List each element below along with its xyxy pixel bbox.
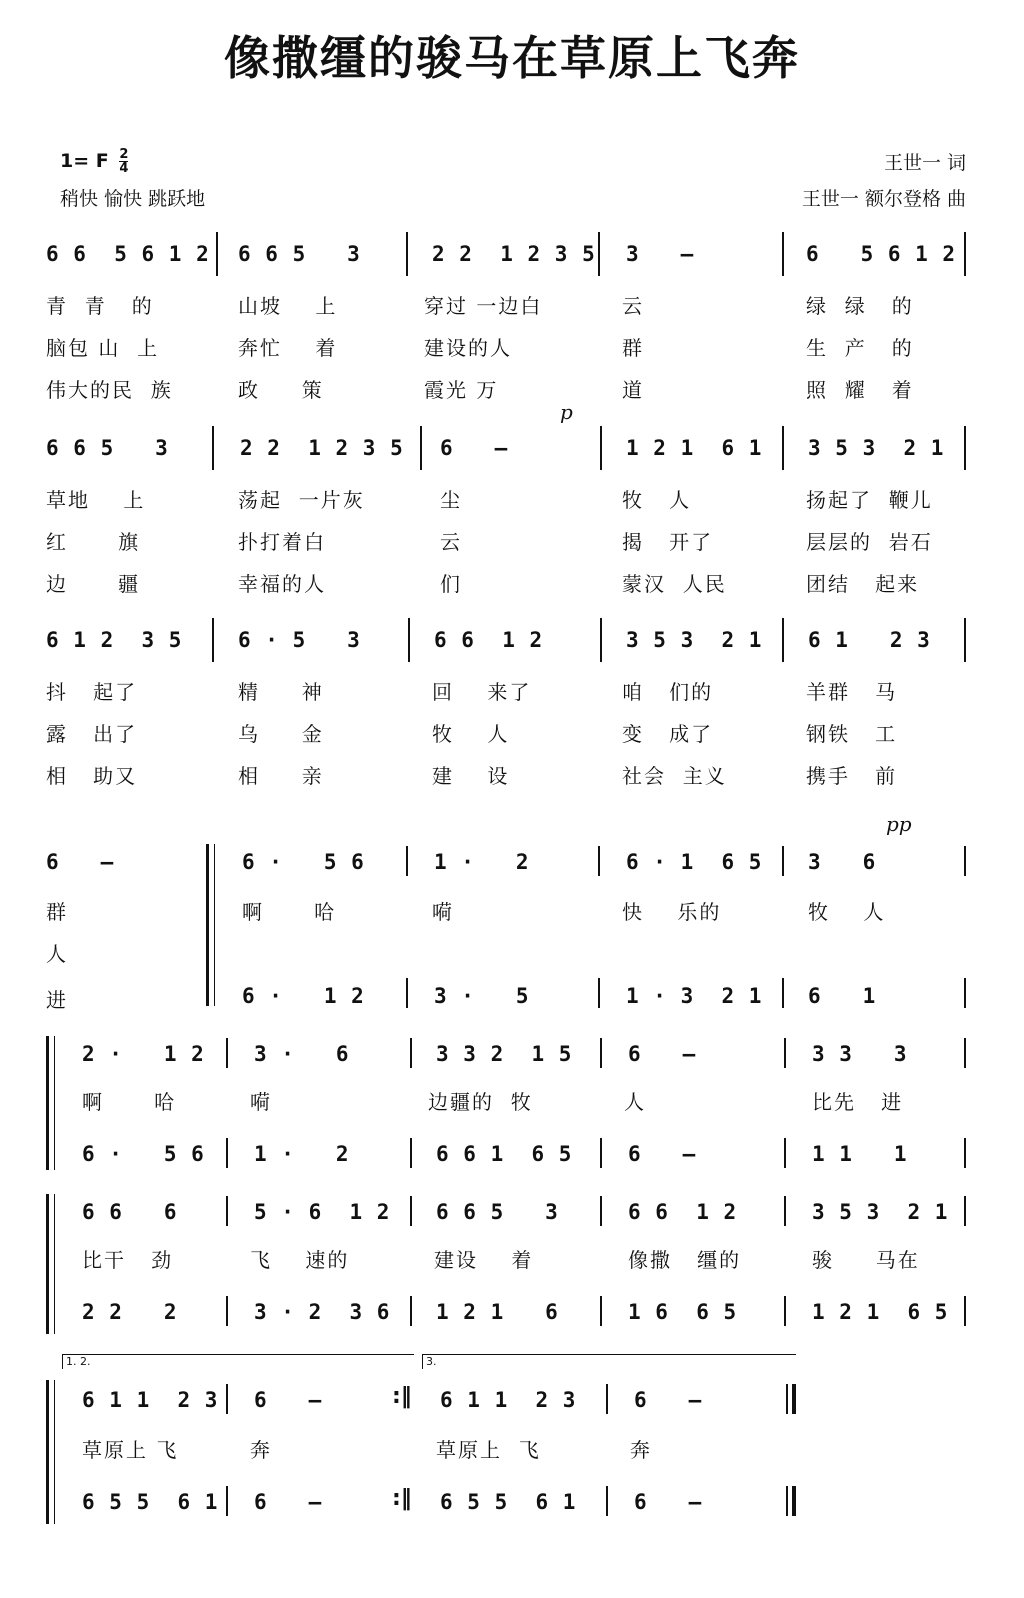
lyricist-credit: 王世一 词 bbox=[883, 152, 966, 174]
upper-notes: 3 · 6 bbox=[254, 1042, 350, 1066]
upper-lyric: 牧 人 bbox=[808, 900, 886, 924]
lyric-verse3-m1: 边 疆 bbox=[46, 572, 141, 596]
barline bbox=[600, 1138, 602, 1168]
measure-notes: 1 2 1 6 1 bbox=[626, 436, 763, 460]
lyric-verse1-m4: 牧 人 bbox=[622, 488, 692, 512]
upper-lyric: 快 乐的 bbox=[622, 900, 722, 924]
upper-lyric: 啊 哈 bbox=[242, 900, 337, 924]
barline bbox=[226, 1384, 228, 1414]
lyric-verse1-m5: 扬起了 鞭儿 bbox=[806, 488, 933, 512]
lyric-verse2-m5: 生 产 的 bbox=[806, 336, 914, 360]
song-title: 像撒缰的骏马在草原上飞奔 bbox=[224, 31, 800, 85]
lower-notes: 1 1 1 bbox=[812, 1142, 908, 1166]
barline bbox=[964, 978, 966, 1008]
lower-notes: 1 2 1 6 5 bbox=[812, 1300, 949, 1324]
lyric-verse3-m5: 照 耀 着 bbox=[806, 378, 914, 402]
barline bbox=[964, 1038, 966, 1068]
lyric-verse3-m1: 相 助又 bbox=[46, 764, 138, 788]
barline bbox=[212, 618, 214, 662]
ending-1-2: 1. 2. bbox=[62, 1354, 414, 1369]
lower-notes: 3 · 2 3 6 bbox=[254, 1300, 391, 1324]
lyric-verse1-m3: 穿过 一边白 bbox=[424, 294, 543, 318]
measure-notes: 2 2 1 2 3 5 bbox=[432, 242, 596, 266]
barline bbox=[420, 426, 422, 470]
barline bbox=[226, 1296, 228, 1326]
barline bbox=[782, 846, 784, 876]
lyric-verse1-m2: 荡起 一片灰 bbox=[238, 488, 365, 512]
lower-notes: 2 2 2 bbox=[82, 1300, 178, 1324]
lyric-verse1-m3: 尘 bbox=[440, 488, 462, 512]
lyric-verse2-m2: 乌 金 bbox=[238, 722, 324, 746]
part-brace-line bbox=[54, 1194, 55, 1334]
upper-notes: 6 · 1 6 5 bbox=[626, 850, 763, 874]
measure-notes: 3 – bbox=[626, 242, 695, 266]
lyric-verse3-m2: 幸福的人 bbox=[238, 572, 326, 596]
upper-lyric: 奔 bbox=[630, 1438, 652, 1462]
upper-lyric: 嗬 bbox=[432, 900, 454, 924]
notes-row bbox=[46, 232, 988, 276]
barline bbox=[784, 1296, 786, 1326]
upper-notes: 6 1 1 2 3 bbox=[440, 1388, 577, 1412]
barline bbox=[964, 1138, 966, 1168]
lower-notes: 1 2 1 6 bbox=[436, 1300, 559, 1324]
barline bbox=[226, 1486, 228, 1516]
barline bbox=[784, 1038, 786, 1068]
lower-notes: 6 · 5 6 bbox=[82, 1142, 205, 1166]
lyric-verse2-m4: 揭 开了 bbox=[622, 530, 714, 554]
lyric-verse3-m4: 蒙汉 人民 bbox=[622, 572, 727, 596]
key-signature bbox=[60, 148, 128, 175]
lyric-verse2-m4: 变 成了 bbox=[622, 722, 714, 746]
lyric-verse2-m1: 红 旗 bbox=[46, 530, 141, 554]
upper-lyric: 骏 马在 bbox=[812, 1248, 920, 1272]
upper-lyric: 啊 哈 bbox=[82, 1090, 177, 1114]
upper-lyric: 像撒 缰的 bbox=[628, 1248, 742, 1272]
lyric-verse3-m5: 携手 前 bbox=[806, 764, 898, 788]
barline bbox=[964, 1296, 966, 1326]
lyric-verse2-m4: 群 bbox=[622, 336, 644, 360]
lower-notes: 6 1 bbox=[808, 984, 877, 1008]
barline bbox=[964, 618, 966, 662]
lead-lyric-3: 进 bbox=[46, 988, 68, 1012]
lyric-verse2-m1: 脑包 山 上 bbox=[46, 336, 160, 360]
lyric-verse2-m3: 云 bbox=[440, 530, 462, 554]
lower-notes: 1 6 6 5 bbox=[628, 1300, 738, 1324]
barline bbox=[410, 1138, 412, 1168]
dynamic-p: p bbox=[560, 400, 573, 424]
measure-notes: 6 5 6 1 2 bbox=[806, 242, 957, 266]
composer-credit: 王世一 额尔登格 曲 bbox=[801, 188, 966, 210]
barline bbox=[606, 1486, 608, 1516]
time-top: 2 bbox=[119, 147, 129, 162]
barline bbox=[784, 1196, 786, 1226]
lower-notes: 3 · 5 bbox=[434, 984, 530, 1008]
lyric-verse3-m3: 们 bbox=[440, 572, 462, 596]
measure-notes: 2 2 1 2 3 5 bbox=[240, 436, 404, 460]
barline bbox=[782, 618, 784, 662]
lyric-verse2-m5: 钢铁 工 bbox=[806, 722, 898, 746]
upper-notes: 6 6 5 3 bbox=[436, 1200, 559, 1224]
upper-lyric: 比干 劲 bbox=[82, 1248, 174, 1272]
measure-notes: 6 1 2 3 bbox=[808, 628, 931, 652]
barline bbox=[782, 978, 784, 1008]
lower-notes: 6 – bbox=[628, 1142, 697, 1166]
upper-notes: 3 3 3 bbox=[812, 1042, 908, 1066]
barline bbox=[782, 232, 784, 276]
upper-notes: 6 – bbox=[628, 1042, 697, 1066]
barline bbox=[216, 232, 218, 276]
barline bbox=[406, 232, 408, 276]
lyric-verse2-m1: 露 出了 bbox=[46, 722, 138, 746]
barline bbox=[212, 426, 214, 470]
lyric-verse1-m1: 草地 上 bbox=[46, 488, 146, 512]
barline bbox=[964, 426, 966, 470]
lyric-verse3-m2: 相 亲 bbox=[238, 764, 324, 788]
lyric-verse1-m2: 精 神 bbox=[238, 680, 324, 704]
barline bbox=[600, 1296, 602, 1326]
lyric-verse1-m4: 咱 们的 bbox=[622, 680, 714, 704]
repeat-sign: :‖ bbox=[392, 1384, 412, 1409]
upper-notes: 6 6 6 bbox=[82, 1200, 178, 1224]
upper-notes: 6 1 1 2 3 bbox=[82, 1388, 219, 1412]
upper-notes: 6 6 1 2 bbox=[628, 1200, 738, 1224]
upper-lyric: 建设 着 bbox=[434, 1248, 534, 1272]
lyric-verse3-m5: 团结 起来 bbox=[806, 572, 920, 596]
upper-lyric: 草原上 飞 bbox=[82, 1438, 179, 1462]
barline bbox=[598, 978, 600, 1008]
lyric-verse1-m5: 羊群 马 bbox=[806, 680, 898, 704]
barline bbox=[600, 1196, 602, 1226]
final-barline bbox=[786, 1486, 788, 1516]
barline bbox=[964, 846, 966, 876]
final-barline-thick bbox=[792, 1384, 796, 1414]
lyric-verse3-m3: 霞光 万 bbox=[424, 378, 499, 402]
lead-lyric-2: 人 bbox=[46, 942, 68, 966]
lyric-verse3-m3: 建 设 bbox=[432, 764, 510, 788]
barline bbox=[410, 1196, 412, 1226]
lower-notes: 6 – bbox=[254, 1490, 323, 1514]
lyric-verse3-m4: 社会 主义 bbox=[622, 764, 727, 788]
upper-lyric: 飞 速的 bbox=[250, 1248, 350, 1272]
barline bbox=[964, 232, 966, 276]
time-signature bbox=[119, 148, 128, 175]
upper-lyric: 边疆的 牧 bbox=[428, 1090, 533, 1114]
barline bbox=[964, 1196, 966, 1226]
barline bbox=[226, 1196, 228, 1226]
lead-lyric-1: 群 bbox=[46, 900, 68, 924]
notes-row bbox=[46, 426, 988, 470]
measure-notes: 3 5 3 2 1 bbox=[808, 436, 945, 460]
lyric-verse1-m2: 山坡 上 bbox=[238, 294, 338, 318]
part-brace bbox=[46, 1380, 49, 1524]
lower-notes: 6 5 5 6 1 bbox=[82, 1490, 219, 1514]
upper-notes: 6 – bbox=[254, 1388, 323, 1412]
tempo-marking: 稍快 愉快 跳跃地 bbox=[60, 188, 206, 210]
lyric-verse2-m2: 奔忙 着 bbox=[238, 336, 338, 360]
lower-notes: 1 · 3 2 1 bbox=[626, 984, 763, 1008]
lower-notes: 6 5 5 6 1 bbox=[440, 1490, 577, 1514]
measure-notes: 6 · 5 3 bbox=[238, 628, 361, 652]
barline bbox=[406, 846, 408, 876]
lower-notes: 6 – bbox=[634, 1490, 703, 1514]
part-brace bbox=[46, 1194, 49, 1334]
lyric-verse2-m5: 层层的 岩石 bbox=[806, 530, 933, 554]
lyric-verse1-m4: 云 bbox=[622, 294, 644, 318]
lower-notes: 6 6 1 6 5 bbox=[436, 1142, 573, 1166]
upper-notes: 6 · 5 6 bbox=[242, 850, 365, 874]
part-brace-line bbox=[54, 1380, 55, 1524]
time-bottom: 4 bbox=[119, 161, 129, 176]
barline bbox=[784, 1138, 786, 1168]
barline bbox=[226, 1138, 228, 1168]
part-brace-line bbox=[54, 1036, 55, 1170]
final-barline bbox=[786, 1384, 788, 1414]
upper-lyric: 比先 进 bbox=[812, 1090, 904, 1114]
part-brace bbox=[46, 1036, 49, 1170]
lyric-verse1-m5: 绿 绿 的 bbox=[806, 294, 914, 318]
barline bbox=[600, 1038, 602, 1068]
upper-notes: 1 · 2 bbox=[434, 850, 530, 874]
measure-notes: 6 1 2 3 5 bbox=[46, 628, 183, 652]
upper-notes: 6 – bbox=[634, 1388, 703, 1412]
measure-notes: 6 6 5 6 1 2 bbox=[46, 242, 210, 266]
part-brace bbox=[206, 844, 209, 1006]
upper-notes: 3 3 2 1 5 bbox=[436, 1042, 573, 1066]
upper-lyric: 人 bbox=[624, 1090, 646, 1114]
upper-notes: 5 · 6 1 2 bbox=[254, 1200, 391, 1224]
upper-notes: 2 · 1 2 bbox=[82, 1042, 205, 1066]
lower-notes: 6 · 1 2 bbox=[242, 984, 365, 1008]
upper-lyric: 奔 bbox=[250, 1438, 272, 1462]
lead-notes: 6 – bbox=[46, 850, 115, 874]
barline bbox=[600, 426, 602, 470]
lyric-verse3-m1: 伟大的民 族 bbox=[46, 378, 173, 402]
upper-notes: 3 6 bbox=[808, 850, 877, 874]
part-brace-line bbox=[214, 844, 215, 1006]
lyric-verse1-m1: 抖 起了 bbox=[46, 680, 138, 704]
lyric-verse2-m3: 建设的人 bbox=[424, 336, 512, 360]
barline bbox=[598, 232, 600, 276]
barline bbox=[410, 1038, 412, 1068]
lyric-verse1-m3: 回 来了 bbox=[432, 680, 532, 704]
barline bbox=[598, 846, 600, 876]
lyric-verse2-m2: 扑打着白 bbox=[238, 530, 326, 554]
lyric-verse2-m3: 牧 人 bbox=[432, 722, 510, 746]
measure-notes: 6 6 5 3 bbox=[46, 436, 169, 460]
barline bbox=[606, 1384, 608, 1414]
lower-notes: 1 · 2 bbox=[254, 1142, 350, 1166]
barline bbox=[410, 1296, 412, 1326]
barline bbox=[226, 1038, 228, 1068]
measure-notes: 6 – bbox=[440, 436, 509, 460]
measure-notes: 3 5 3 2 1 bbox=[626, 628, 763, 652]
ending-3: 3. bbox=[422, 1354, 796, 1369]
barline bbox=[408, 618, 410, 662]
key-label: 1= F bbox=[60, 150, 109, 172]
upper-notes: 3 5 3 2 1 bbox=[812, 1200, 949, 1224]
barline bbox=[782, 426, 784, 470]
final-barline-thick bbox=[792, 1486, 796, 1516]
repeat-sign: :‖ bbox=[392, 1486, 412, 1511]
notes-row bbox=[46, 618, 988, 662]
measure-notes: 6 6 1 2 bbox=[434, 628, 544, 652]
upper-lyric: 嗬 bbox=[250, 1090, 272, 1114]
lyric-verse3-m2: 政 策 bbox=[238, 378, 324, 402]
lyric-verse1-m1: 青 青 的 bbox=[46, 294, 154, 318]
barline bbox=[600, 618, 602, 662]
measure-notes: 6 6 5 3 bbox=[238, 242, 361, 266]
dynamic-pp: pp bbox=[886, 812, 912, 836]
upper-lyric: 草原上 飞 bbox=[436, 1438, 541, 1462]
barline bbox=[406, 978, 408, 1008]
lyric-verse3-m4: 道 bbox=[622, 378, 644, 402]
